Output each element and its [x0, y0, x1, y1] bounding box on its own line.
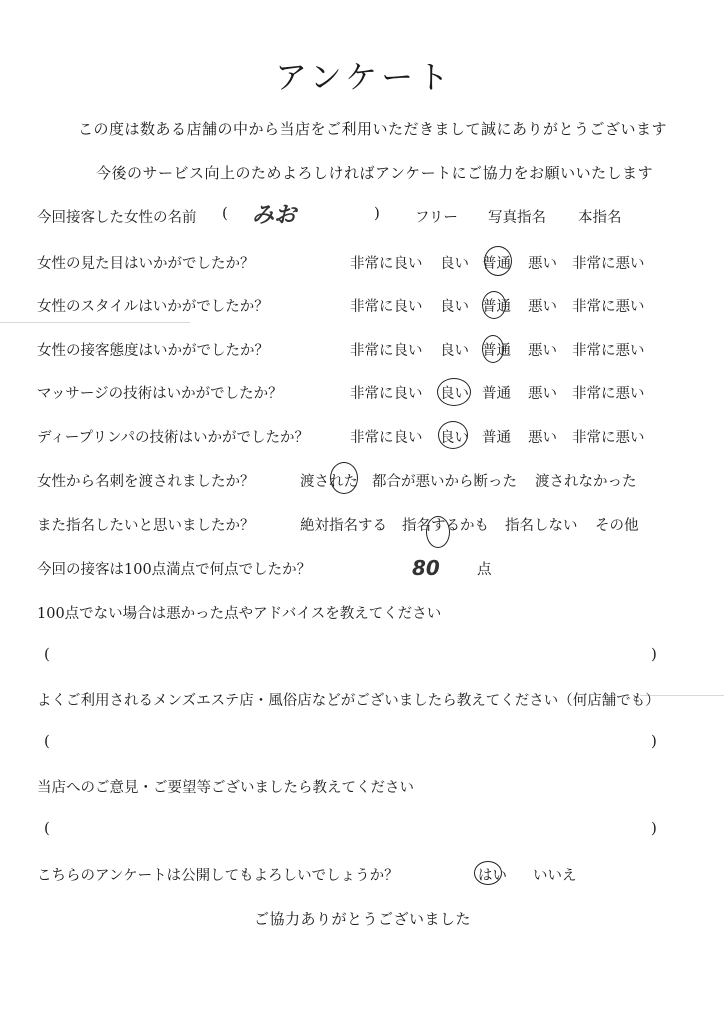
option-bad[interactable]: 悪い	[528, 256, 557, 272]
name-close-paren: )	[374, 204, 380, 222]
option-very-good[interactable]: 非常に良い	[350, 343, 423, 359]
question-appearance: 女性の見た目はいかがでしたか？	[37, 256, 255, 272]
closing-message: ご協力ありがとうございました	[254, 910, 472, 928]
option-maybe-nominate[interactable]: 指名するかも	[402, 518, 489, 534]
option-very-bad[interactable]: 非常に悪い	[572, 256, 645, 272]
option-card-not-received[interactable]: 渡されなかった	[535, 474, 637, 490]
advice-answer-field[interactable]	[56, 646, 646, 668]
question-massage-skill: マッサージの技術はいかがでしたか？	[37, 386, 283, 402]
question-frequent-shops: よくご利用されるメンズエステ店・風俗店などがございましたら教えてください（何店舗でも）	[37, 693, 660, 709]
handwritten-name: みお	[252, 203, 297, 228]
option-good[interactable]: 良い	[440, 299, 469, 315]
handwritten-score: 80	[412, 556, 440, 580]
feedback-open-paren: (	[44, 819, 50, 837]
feedback-answer-field[interactable]	[56, 820, 646, 842]
option-very-good[interactable]: 非常に良い	[350, 430, 423, 446]
option-good[interactable]: 良い	[440, 430, 469, 446]
option-very-bad[interactable]: 非常に悪い	[572, 386, 645, 402]
option-card-received[interactable]: 渡された	[300, 474, 358, 490]
option-good[interactable]: 良い	[440, 343, 469, 359]
option-very-good[interactable]: 非常に良い	[350, 299, 423, 315]
option-card-declined[interactable]: 都合が悪いから断った	[372, 474, 517, 490]
advice-close-paren: )	[651, 645, 657, 663]
option-good[interactable]: 良い	[440, 256, 469, 272]
question-score: 今回の接客は100点満点で何点でしたか？	[37, 562, 312, 578]
option-average[interactable]: 普通	[482, 386, 511, 402]
option-bad[interactable]: 悪い	[528, 386, 557, 402]
option-very-good[interactable]: 非常に良い	[350, 386, 423, 402]
option-average[interactable]: 普通	[482, 343, 511, 359]
option-other[interactable]: その他	[595, 518, 639, 534]
question-business-card: 女性から名刺を渡されましたか？	[37, 474, 255, 490]
option-not-nominate[interactable]: 指名しない	[505, 518, 578, 534]
option-very-good[interactable]: 非常に良い	[350, 256, 423, 272]
name-question-label: 今回接客した女性の名前	[37, 210, 197, 226]
option-average[interactable]: 普通	[482, 430, 511, 446]
advice-open-paren: (	[44, 645, 50, 663]
question-advice: 100点でない場合は悪かった点やアドバイスを教えてください	[37, 606, 442, 622]
option-yes[interactable]: はい	[478, 868, 507, 884]
survey-title: アンケート	[275, 58, 454, 96]
name-open-paren: (	[222, 204, 228, 222]
option-no[interactable]: いいえ	[533, 868, 577, 884]
shops-open-paren: (	[44, 732, 50, 750]
question-feedback: 当店へのご意見・ご要望等ございましたら教えてください	[37, 780, 414, 796]
option-free[interactable]: フリー	[415, 210, 458, 226]
option-very-bad[interactable]: 非常に悪い	[572, 343, 645, 359]
option-photo-nomination[interactable]: 写真指名	[488, 210, 546, 226]
feedback-close-paren: )	[651, 819, 657, 837]
option-bad[interactable]: 悪い	[528, 299, 557, 315]
question-deep-lymph-skill: ディープリンパの技術はいかがでしたか？	[37, 430, 310, 446]
score-unit: 点	[477, 562, 492, 578]
option-good[interactable]: 良い	[440, 386, 469, 402]
option-definitely-nominate[interactable]: 絶対指名する	[300, 518, 387, 534]
question-style: 女性のスタイルはいかがでしたか？	[37, 299, 269, 315]
option-average[interactable]: 普通	[482, 256, 511, 272]
option-bad[interactable]: 悪い	[528, 430, 557, 446]
shops-close-paren: )	[651, 732, 657, 750]
option-average[interactable]: 普通	[482, 299, 511, 315]
option-very-bad[interactable]: 非常に悪い	[572, 299, 645, 315]
intro-line-2: 今後のサービス向上のためよろしければアンケートにご協力をお願いいたします	[96, 164, 654, 182]
question-renominate: また指名したいと思いましたか？	[37, 518, 255, 534]
option-main-nomination[interactable]: 本指名	[578, 210, 622, 226]
option-bad[interactable]: 悪い	[528, 343, 557, 359]
intro-line-1: この度は数ある店舗の中から当店をご利用いただきまして誠にありがとうございます	[78, 120, 668, 138]
question-attitude: 女性の接客態度はいかがでしたか？	[37, 343, 269, 359]
question-publish-consent: こちらのアンケートは公開してもよろしいでしょうか？	[37, 868, 399, 884]
scan-crease-line	[0, 322, 190, 323]
option-very-bad[interactable]: 非常に悪い	[572, 430, 645, 446]
shops-answer-field[interactable]	[56, 733, 646, 755]
